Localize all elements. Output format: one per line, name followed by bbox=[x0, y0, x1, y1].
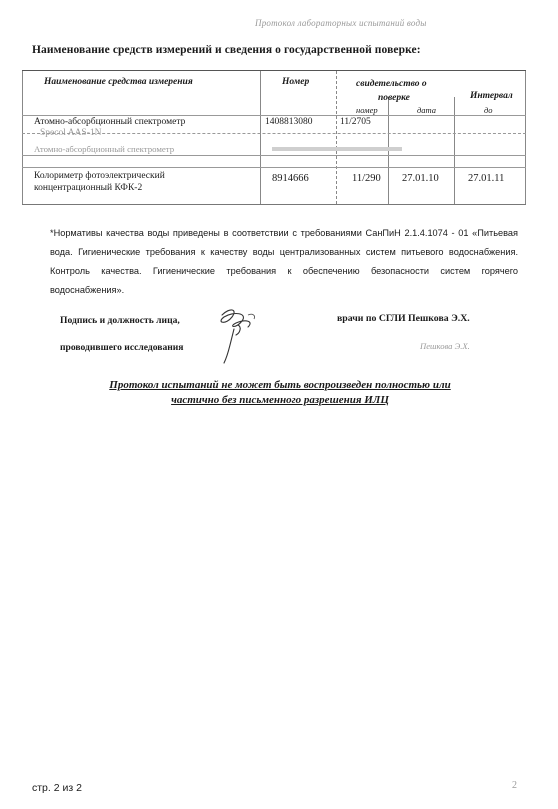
table-vline bbox=[260, 71, 261, 204]
table-vline bbox=[454, 97, 455, 204]
table-hline bbox=[22, 155, 526, 156]
table-vline bbox=[336, 71, 337, 204]
header-name: Наименование средства измерения bbox=[44, 77, 193, 87]
table-hline bbox=[22, 115, 526, 116]
page-number: стр. 2 из 2 bbox=[32, 782, 82, 794]
header-number: Номер bbox=[282, 77, 310, 87]
subheader-until: до bbox=[484, 105, 493, 115]
row3-until: 27.01.11 bbox=[468, 173, 505, 184]
row3-date: 27.01.10 bbox=[402, 173, 439, 184]
row3-name-line1: Колориметр фотоэлектрический bbox=[34, 171, 165, 181]
signature-position: врачи по СГЛИ Пешкова Э.Х. bbox=[337, 313, 470, 324]
row2-smudge bbox=[272, 147, 402, 151]
table-vline bbox=[22, 71, 23, 204]
header-verification: поверке bbox=[378, 93, 410, 103]
corner-mark: 2 bbox=[512, 780, 517, 791]
subheader-number: номер bbox=[356, 105, 378, 115]
section-title: Наименование средств измерений и сведения о государственной поверке: bbox=[32, 44, 421, 56]
header-certificate: свидетельство о bbox=[356, 79, 427, 89]
row3-name-line2: концентрационный КФК-2 bbox=[34, 183, 143, 193]
row1-number: 1408813080 bbox=[265, 117, 313, 127]
row1-cert: 11/2705 bbox=[340, 117, 371, 127]
handwritten-signature bbox=[208, 305, 268, 365]
row1-name-line1: Атомно-абсорбционный спектрометр bbox=[34, 117, 186, 127]
header-interval: Интервал bbox=[470, 91, 513, 101]
row3-cert: 11/290 bbox=[352, 173, 381, 184]
copy-warning-line2: частично без письменного разрешения ИЛЦ bbox=[171, 394, 389, 406]
stamp-name: Пешкова Э.Х. bbox=[420, 341, 470, 351]
instruments-table bbox=[22, 70, 526, 205]
row1-name-line2: Specol AAS-1N bbox=[40, 128, 102, 138]
copy-warning-line1: Протокол испытаний не может быть воспроизведен полностью или bbox=[109, 379, 451, 391]
row2-name-line1: Атомно-абсорбционный спектрометр bbox=[34, 144, 175, 154]
signature-label-1: Подпись и должность лица, bbox=[60, 315, 180, 326]
subheader-date: дата bbox=[417, 105, 437, 115]
header-note: Протокол лабораторных испытаний воды bbox=[255, 18, 427, 28]
table-vline bbox=[525, 71, 526, 204]
signature-label-2: проводившего исследования bbox=[60, 342, 184, 353]
table-hline bbox=[22, 167, 526, 168]
copy-warning bbox=[60, 378, 500, 408]
row3-number: 8914666 bbox=[272, 173, 309, 184]
norm-paragraph: *Нормативы качества воды приведены в соответствии с требованиями СанПиН 2.1.4.1074 - 01 «Питьевая вода. Гигиенические требования к качеству воды централизованных систем питьевого водоснабжения. Контроль качества. Гигиенические требования к обеспечению безопасности систем горячего водоснабжения». bbox=[50, 228, 518, 295]
